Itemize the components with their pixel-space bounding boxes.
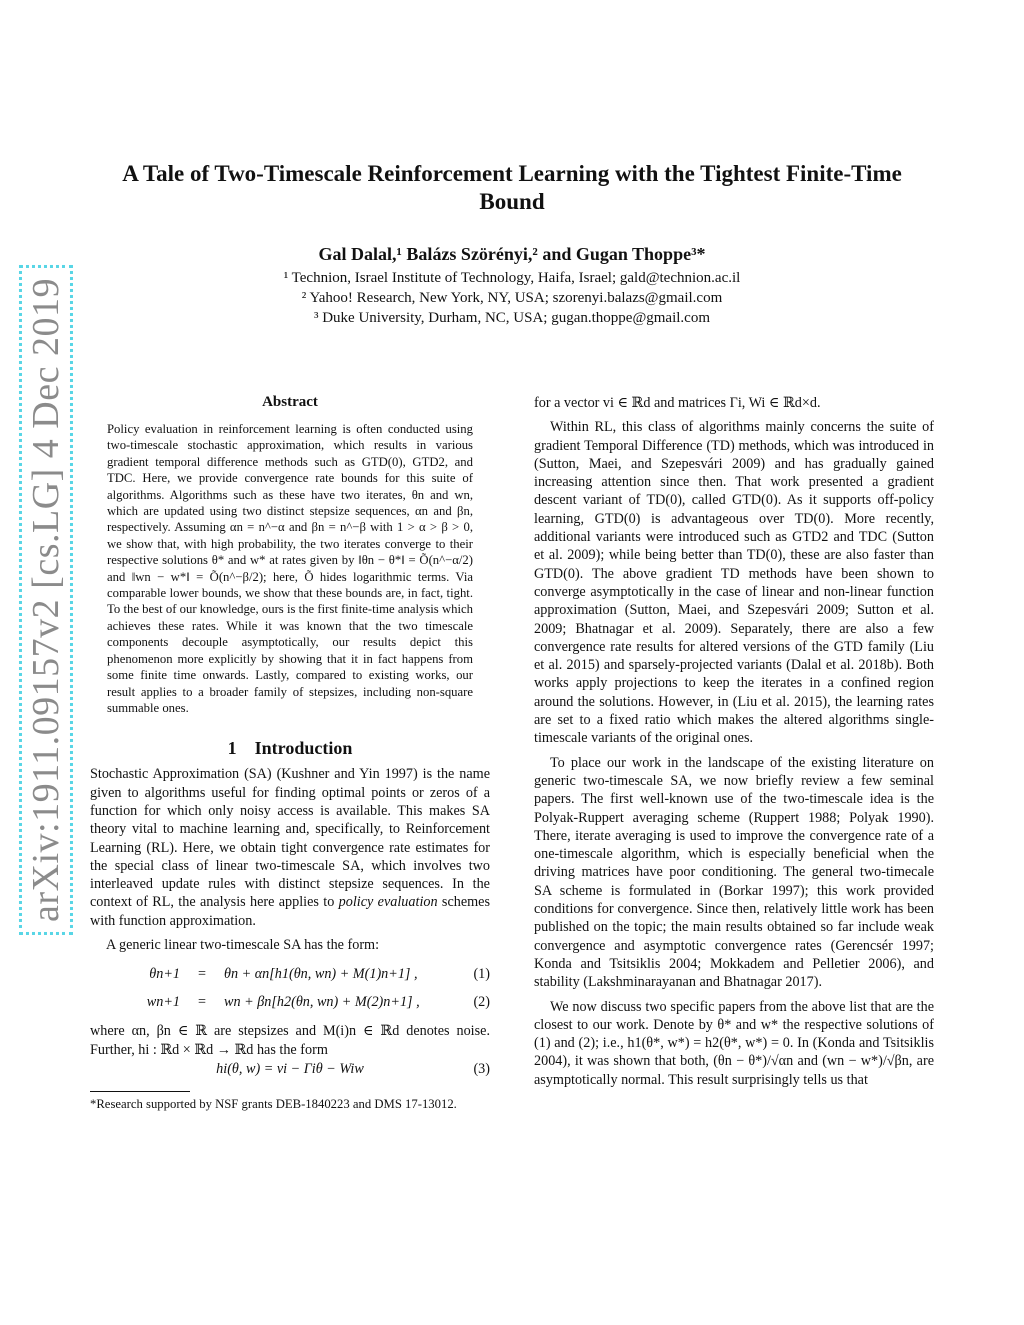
equation-1-rhs: θn + αn[h1(θn, wn) + M(1)n+1] , (224, 965, 418, 982)
footnote-divider (90, 1091, 190, 1092)
equation-1 (90, 960, 490, 988)
footnote: *Research supported by NSF grants DEB-1840223 and DMS 17-13012. (90, 1096, 457, 1111)
author-list: Gal Dalal,¹ Balázs Szörényi,² and Gugan Thoppe³* (318, 244, 706, 264)
section-title: Introduction (254, 738, 353, 759)
equation-2 (90, 988, 490, 1016)
arxiv-identifier[interactable]: arXiv:1911.09157v2 [cs.LG] 4 Dec 2019 (19, 265, 73, 935)
equation-3-number: (3) (473, 1061, 490, 1078)
intro-paragraph-1-text: Stochastic Approximation (SA) (Kushner and Yin 1997) is the name given to algorithms useful for finding optimal points or zeros of a function for which only noisy access is available. This makes SA theory vital to machine learning and, specifically, to Reinforcement Learning (RL). Here, we obtain tight convergence rate estimates for the special class of linear two-timescale SA, which involves two interleaved update rules with distinct stepsize sequences. In the context of RL, the analysis here applies to (90, 766, 490, 911)
arxiv-sidebar (22, 278, 70, 922)
affiliation-2: ² Yahoo! Research, New York, NY, USA; szorenyi.balazs@gmail.com (301, 290, 723, 306)
right-column (534, 392, 934, 1089)
right-paragraph-1: Within RL, this class of algorithms mainly concerns the suite of gradient Temporal Difference (TD) methods, which was introduced in (Sutton, Maei, and Szepesvári 2009) and has gradually gained increasing attention since then. That work presented a gradient descent variant of TD(0), called GTD(0). As it supports off-policy learning, GTD(0) is advantageous over TD(0). More recently, additional variants were introduced such as GTD2 and TDC (Sutton et al. 2009); while being better than TD(0), these are also faster than GTD(0). The above gradient TD methods have been shown to converge asymptotically in the case of linear and non-linear function approximation (Sutton, Maei, and Szepesvári 2009; Sutton et al. 2009; Bhatnagar et al. 2009). Separately, there are also a few convergence rate results for altered versions of the GTD family (Liu et al. 2015) and sparsely-projected variants (Dalal et al. 2018b). Both works apply projections to keep the iterates in a confined region around the solutions. However, in (Liu et al. 2015), the learning rates are set to a fixed ratio which makes the altered algorithms single-timescale variants of the original ones. (534, 419, 934, 747)
equation-3-rhs: hi(θ, w) = vi − Γiθ − Wiw (216, 1061, 364, 1078)
intro-paragraph-3: where αn, βn ∈ ℝ are stepsizes and M(i)n ∈ ℝd denotes noise. Further, hi : ℝd × ℝd → ℝd has the form (90, 1023, 490, 1058)
intro-paragraph-1-tail: schemes with function approximation. (90, 894, 490, 929)
equation-2-relation: = (197, 993, 206, 1010)
affiliation-1: ¹ Technion, Israel Institute of Technology, Haifa, Israel; gald@technion.ac.il (283, 270, 741, 286)
equation-1-relation: = (197, 965, 206, 982)
intro-paragraph-2: A generic linear two-timescale SA has the form: (106, 936, 380, 953)
left-column (90, 392, 490, 1112)
equation-1-lhs: θn+1 (149, 965, 180, 982)
abstract-text: Policy evaluation in reinforcement learning is often conducted using two-timescale stochastic approximation, which results in various gradient temporal difference methods such as GTD(0), GTD2, and TDC. Here, we provide convergence rate bounds for this suite of algorithms. Algorithms such as these have two iterates, θn and wn, which are updated using two distinct stepsize sequences, αn and βn, respectively. Assuming αn = n^−α and βn = n^−β with 1 > α > β > 0, we show that, with high probability, the two iterates converge to their respective solutions θ* and w* at rates given by ‖θn − θ*‖ = Õ(n^−α/2) and ‖wn − w*‖ = Õ(n^−β/2); here, Õ hides logarithmic terms. Via comparable lower bounds, we show that these bounds are, in fact, tight. To the best of our knowledge, ours is the first finite-time analysis which achieves these rates. While it was known that the two timescale components decouple asymptotically, our results depict this phenomenon more explicitly by showing that it in fact happens from some finite time onwards. Lastly, compared to existing works, our result applies to a broader family of stepsizes, including non-square summable ones. (107, 422, 473, 715)
equation-2-lhs: wn+1 (146, 993, 180, 1010)
paper-title: A Tale of Two-Timescale Reinforcement Learning with the Tightest Finite-Time Bound (122, 161, 902, 214)
right-paragraph-3: We now discuss two specific papers from the above list that are the closest to our work. Denote by θ* and w* the respective solutions of (1) and (2); i.e., h1(θ*, w*) = h2(θ*, w*) = 0. In (Konda and Tsitsiklis 2004), it was shown that both, (θn − θ*)/√αn and (wn − w*)/√βn, are asymptotically normal. This result surprisingly tells us that (534, 998, 934, 1088)
abstract-heading: Abstract (262, 394, 318, 410)
equation-3 (90, 1059, 490, 1081)
right-paragraph-2: To place our work in the landscape of the existing literature on generic two-timescale SA, we now briefly review a few seminal papers. The first well-known use of the two-timescale idea is the Polyak-Ruppert averaging scheme (Ruppert 1988; Polyak 1990). There, iterate averaging is used to improve the convergence rate of a one-timescale algorithm, which is especially beneficial when the driving matrices have poor conditioning. The general two-timecale SA scheme is formulated in (Borkar 1997); this work provided conditions for convergence. Since then, relatively little work has been published on the topic; the main results obtained so far include weak convergence and asymptotic convergence rates (Gerencsér 1997; Konda and Tsitsiklis 2004; Mokkadem and Pelletier 2006), and stability (Lakshminarayanan and Bhatnagar 2017). (534, 754, 934, 991)
equation-1-number: (1) (473, 965, 490, 982)
equation-2-rhs: wn + βn[h2(θn, wn) + M(2)n+1] , (224, 993, 420, 1010)
affiliation-3: ³ Duke University, Durham, NC, USA; gugan.thoppe@gmail.com (313, 310, 711, 326)
policy-evaluation-emphasis: policy evaluation (338, 894, 438, 911)
section-heading-introduction (90, 738, 490, 759)
intro-paragraph-1 (90, 765, 490, 930)
equation-2-number: (2) (473, 993, 490, 1010)
right-paragraph-0: for a vector vi ∈ ℝd and matrices Γi, Wi ∈ ℝd×d. (534, 395, 821, 411)
section-number: 1 (227, 738, 237, 759)
